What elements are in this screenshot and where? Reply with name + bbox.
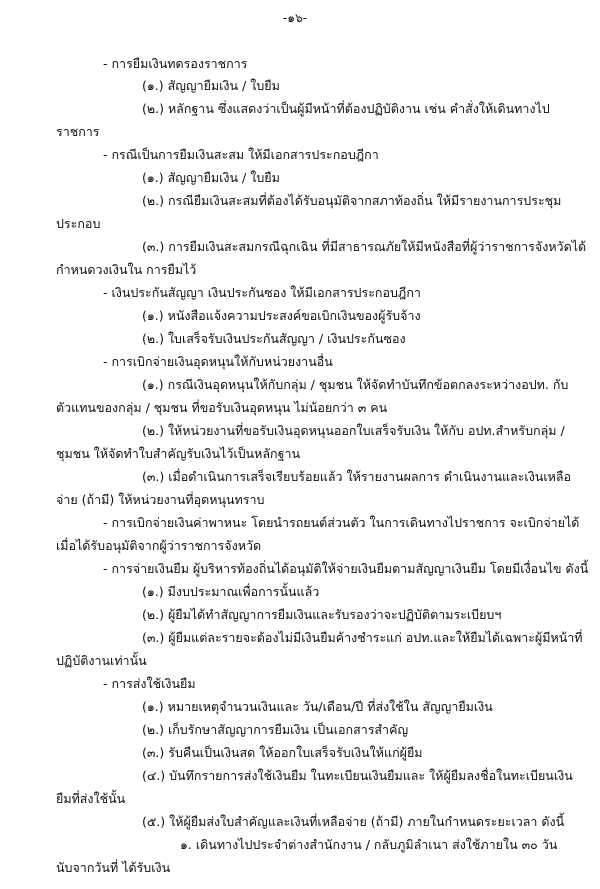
list-item: (๓.) รับคืนเป็นเงินสด ให้ออกใบเสร็จรับเงินให้แก่ผู้ยืม — [142, 745, 423, 760]
continuation-line: ชุมชน ให้จัดทำใบสำคัญรับเงินไว้เป็นหลักฐาน — [56, 446, 301, 461]
list-item: (๑.) สัญญายืมเงิน / ใบยืม — [142, 170, 280, 185]
continuation-line: จ่าย (ถ้ามี) ให้หน่วยงานที่อุดหนุนทราบ — [56, 492, 265, 507]
page-number: -๑๖- — [282, 10, 308, 25]
section-heading: - การจ่ายเงินยืม ผู้บริหารท้องถิ่นได้อนุมัติให้จ่ายเงินยืมตามสัญญาเงินยืม โดยมีเงื่อนไข ดังนี้ — [103, 561, 589, 576]
section-heading: - การเบิกจ่ายเงินอุดหนุนให้กับหน่วยงานอื่น — [103, 354, 333, 369]
list-item: (๕.) ให้ผู้ยืมส่งใบสำคัญและเงินที่เหลือจ่าย (ถ้ามี) ภายในกำหนดระยะเวลา ดังนี้ — [142, 814, 565, 829]
continuation-line: ตัวแทนของกลุ่ม / ชุมชน ที่ขอรับเงินอุดหนุน ไม่น้อยกว่า ๓ คน — [56, 400, 388, 415]
list-item: (๑.) มีงบประมาณเพื่อการนั้นแล้ว — [142, 584, 320, 599]
section-heading: - การยืมเงินทดรองราชการ — [103, 56, 248, 71]
list-item: (๑.) กรณีเงินอุดหนุนให้กับกลุ่ม / ชุมชน ให้จัดทำบันทึกข้อตกลงระหว่างอปท. กับ — [142, 377, 569, 392]
section-heading: - กรณีเป็นการยืมเงินสะสม ให้มีเอกสารประกอบฎีกา — [103, 147, 379, 162]
section-heading: - เงินประกันสัญญา เงินประกันซอง ให้มีเอกสารประกอบฎีกา — [103, 285, 421, 300]
list-item: (๑.) สัญญายืมเงิน / ใบยืม — [142, 78, 280, 93]
continuation-line: กำหนดวงเงินใน การยืมไว้ — [56, 262, 197, 277]
list-item: (๑.) หนังสือแจ้งความประสงค์ขอเบิกเงินของผู้รับจ้าง — [142, 308, 421, 323]
sub-list-item: ๑. เดินทางไปประจำต่างสำนักงาน / กลับภูมิลำเนา ส่งใช้ภายใน ๓๐ วัน — [180, 837, 558, 852]
continuation-line: เมื่อได้รับอนุมัติจากผู้ว่าราชการจังหวัด — [56, 538, 262, 553]
list-item: (๒.) หลักฐาน ซึ่งแสดงว่าเป็นผู้มีหน้าที่ต้องปฏิบัติงาน เช่น คำสั่งให้เดินทางไป — [142, 101, 550, 116]
list-item: (๓.) การยืมเงินสะสมกรณีฉุกเฉิน ที่มีสาธารณภัยให้มีหนังสือที่ผู้ว่าราชการจังหวัดได้ — [142, 239, 587, 254]
continuation-line: ราชการ — [56, 124, 100, 139]
list-item: (๒.) ผู้ยืมได้ทำสัญญาการยืมเงินและรับรองว่าจะปฏิบัติตามระเบียบฯ — [142, 607, 502, 622]
continuation-line: ยืมที่ส่งใช้นั้น — [56, 791, 126, 806]
section-heading: - การเบิกจ่ายเงินค่าพาหนะ โดยนำรถยนต์ส่วนตัว ในการเดินทางไปราชการ จะเบิกจ่ายได้ — [103, 515, 580, 530]
continuation-line: ปฏิบัติงานเท่านั้น — [56, 653, 147, 668]
list-item: (๓.) ผู้ยืมแต่ละรายจะต้องไม่มีเงินยืมค้างชำระแก่ อปท.และให้ยืมได้เฉพาะผู้มีหน้าที่ — [142, 630, 583, 645]
continuation-line: ประกอบ — [56, 216, 101, 231]
list-item: (๒.) กรณียืมเงินสะสมที่ต้องได้รับอนุมัติจากสภาท้องถิ่น ให้มีรายงานการประชุม — [142, 193, 562, 208]
list-item: (๒.) ใบเสร็จรับเงินประกันสัญญา / เงินประกันซอง — [142, 331, 406, 346]
section-heading: - การส่งใช้เงินยืม — [103, 676, 196, 691]
continuation-line: นับจากวันที่ ได้รับเงิน — [56, 860, 171, 875]
list-item: (๒.) เก็บรักษาสัญญาการยืมเงิน เป็นเอกสารสำคัญ — [142, 722, 409, 737]
list-item: (๓.) เมื่อดำเนินการเสร็จเรียบร้อยแล้ว ให้รายงานผลการ ดำเนินงานและเงินเหลือ — [142, 469, 572, 484]
list-item: (๔.) บันทึกรายการส่งใช้เงินยืม ในทะเบียนเงินยืมและ ให้ผู้ยืมลงชื่อในทะเบียนเงิน — [142, 768, 573, 783]
list-item: (๒.) ให้หน่วยงานที่ขอรับเงินอุดหนุนออกใบเสร็จรับเงิน ให้กับ อปท.สำหรับกลุ่ม / — [142, 423, 565, 438]
list-item: (๑.) หมายเหตุจำนวนเงินและ วัน/เดือน/ปี ที่ส่งใช้ใน สัญญายืมเงิน — [142, 699, 493, 714]
